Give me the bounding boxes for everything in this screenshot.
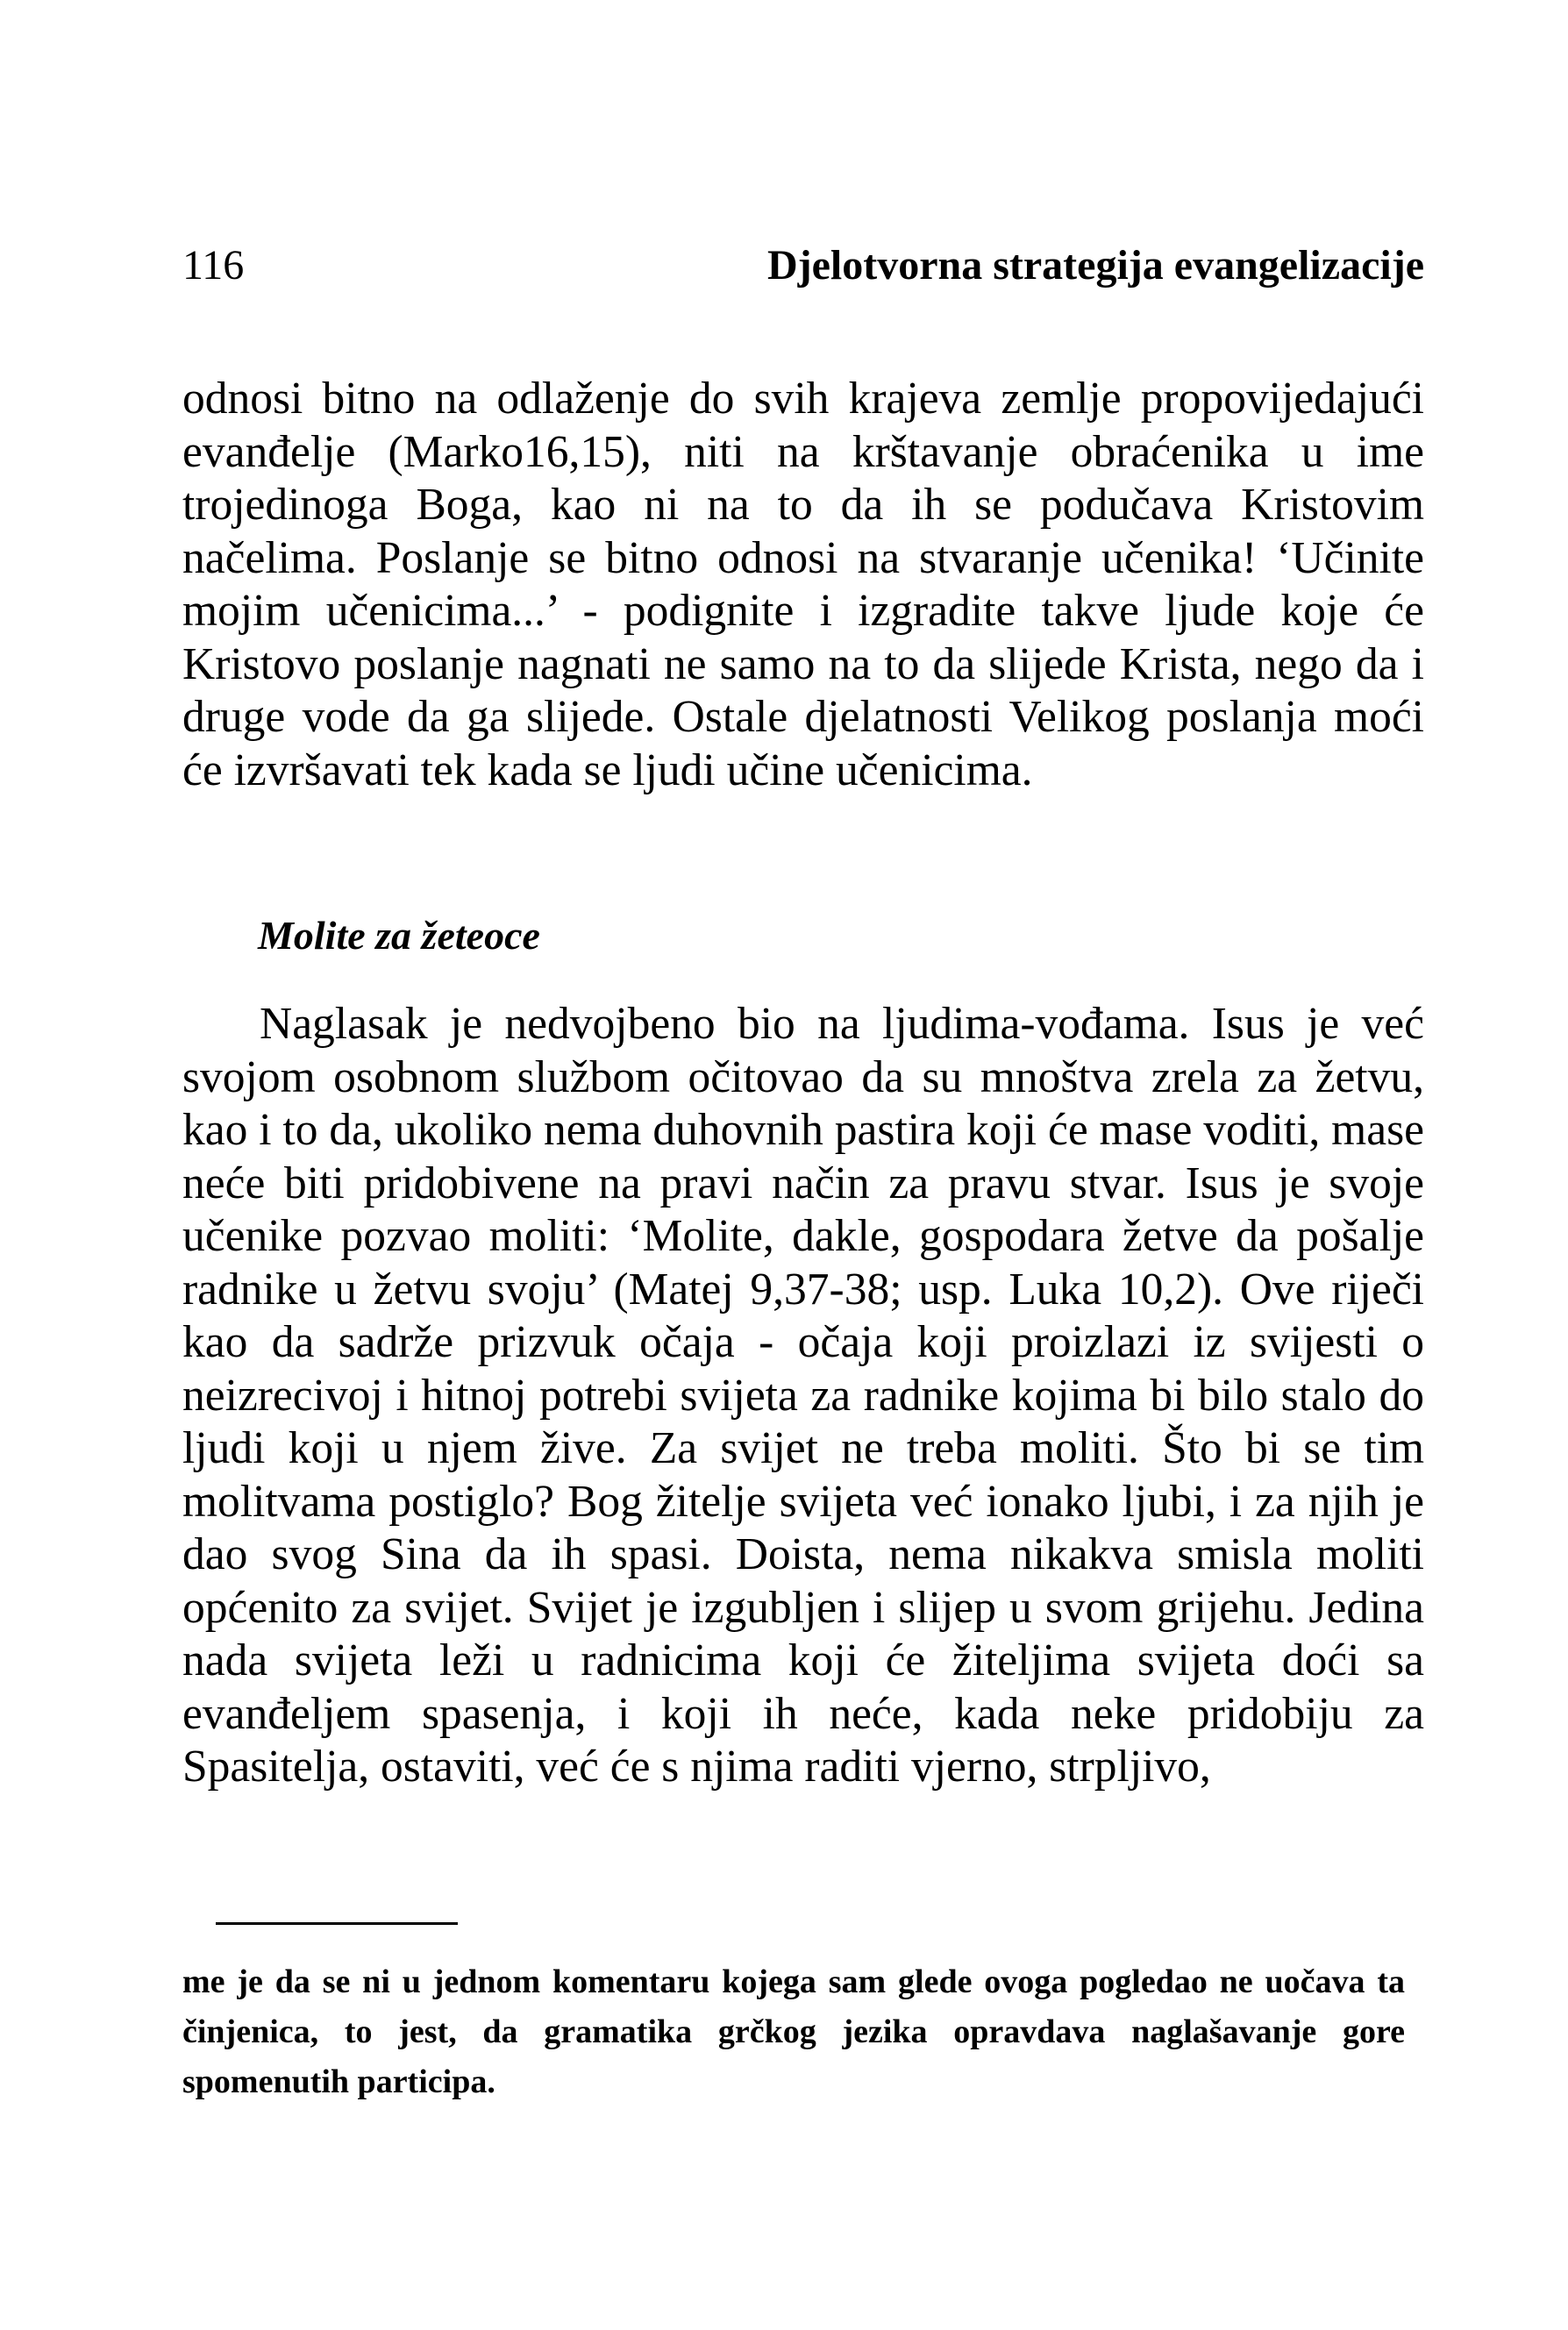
running-title: Djelotvorna strategija evangelizacije bbox=[766, 242, 1424, 289]
page-header bbox=[182, 235, 1424, 296]
section-heading: Molite za žeteoce bbox=[258, 913, 540, 958]
body-paragraph: odnosi bitno na odlaženje do svih krajeva zemlje propovijedajući evanđelje (Marko16,15), niti na krštavanje obraćenika u ime trojedinoga Boga, kao ni na to da ih se podučava Kristovim načelima. Poslanje se bitno odnosi na stvaranje učenika! ‘Učinite mojim učenicima...’ - podignite i izgradite takve ljude koje će Kristovo poslanje nagnati ne samo na to da slijede Krista, nego da i druge vode da ga slijede. Ostale djelatnosti Velikog poslanja moći će izvršavati tek kada se ljudi učine učenicima. bbox=[182, 374, 1424, 795]
body-paragraph: Naglasak je nedvojbeno bio na ljudima-vođama. Isus je već svojom osobnom službom očitovao da su mnoštva zrela za žetvu, kao i to da, ukoliko nema duhovnih pastira koji će mase voditi, mase neće biti pridobivene na pravi način za pravu stvar. Isus je svoje učenike pozvao moliti: ‘Molite, dakle, gospodara žetve da pošalje radnike u žetvu svoju’ (Matej 9,37-38; usp. Luka 10,2). Ove riječi kao da sadrže prizvuk očaja - očaja koji proizlazi iz svijesti o neizrecivoj i hitnoj potrebi svijeta za radnike kojima bi bilo stalo do ljudi koji u njem žive. Za svijet ne treba moliti. Što bi se tim molitvama postiglo? Bog žitelje svijeta već ionako ljubi, i za njih je dao svog Sina da ih spasi. Doista, nema nikakva smisla moliti općenito za svijet. Svijet je izgubljen i slijep u svom grijehu. Jedina nada svijeta leži u radnicima koji će žiteljima svijeta doći sa evanđeljem spasenja, i koji ih neće, kada neke pridobiju za Spasitelja, ostaviti, već će s njima raditi vjerno, strpljivo, bbox=[182, 999, 1424, 1792]
page-number: 116 bbox=[182, 242, 245, 289]
footnote: me je da se ni u jednom komentaru kojega sam glede ovoga pogledao ne uočava ta činjenica, to jest, da gramatika grčkog jezika opravdava naglašavanje gore spomenutih participa. bbox=[182, 1963, 1405, 2100]
footnote-divider bbox=[216, 1922, 458, 1925]
